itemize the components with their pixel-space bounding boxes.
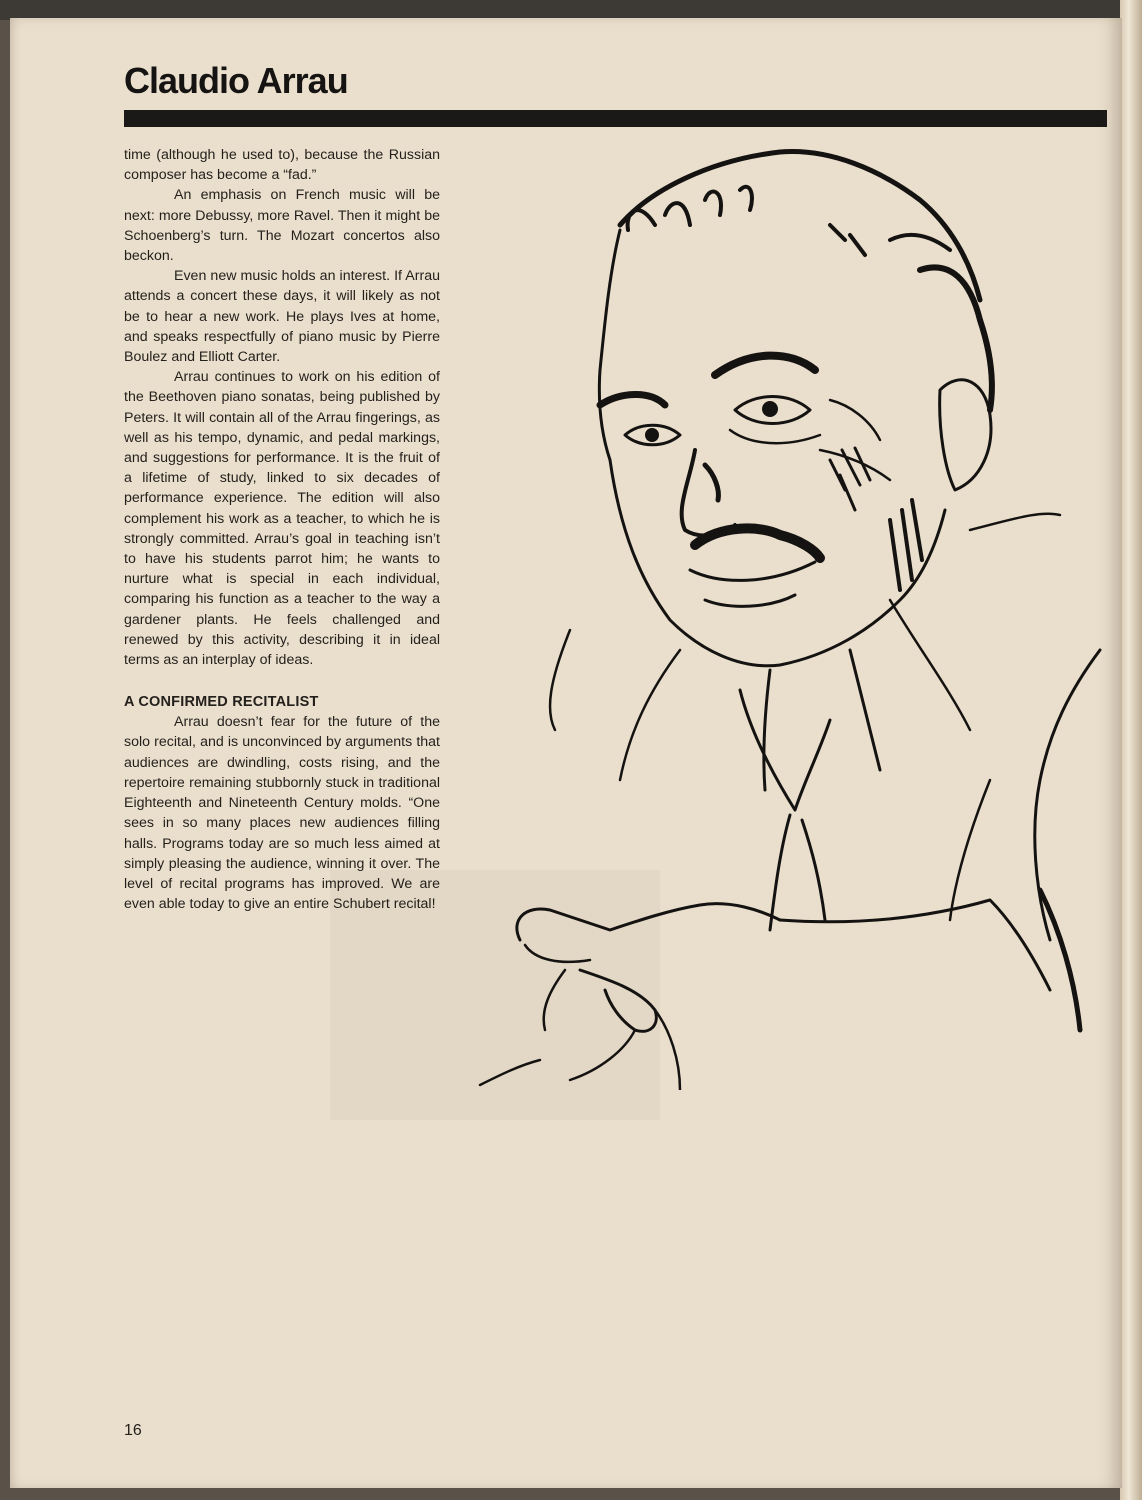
section-subheading: A CONFIRMED RECITALIST [124, 694, 319, 711]
nostril [705, 465, 718, 500]
article-paragraph: An emphasis on French music will be next: more Debussy, more Ravel. Then it might be Schoenberg’s turn. The Mozart concertos also beckon. [124, 187, 440, 265]
title-rule [124, 110, 1107, 127]
mustache [695, 528, 820, 558]
neck-outline [764, 650, 880, 790]
eyebrow-stroke [715, 356, 815, 375]
page-gutter-edge [1120, 0, 1142, 1500]
scan-top-edge [0, 0, 1142, 20]
sleeve-outline [655, 1010, 680, 1090]
mouth [690, 562, 815, 606]
portrait-illustration [450, 130, 1120, 1090]
jacket-lapel [550, 630, 680, 780]
jacket-outline [950, 780, 990, 920]
collar [740, 690, 830, 810]
eye-pupil [645, 428, 659, 442]
page-number: 16 [124, 1422, 142, 1439]
hair-stroke [830, 225, 950, 255]
article-paragraph: Arrau continues to work on his edition of the Beethoven piano sonatas, being published by Peters. It will contain all of the Arrau fingerings, as well as his tempo, dynamic, and pedal markings, and suggestions for performance. It is the fruit of a lifetime of study, linked to six decades of performance experience. The edition will also complement his work as a teacher, to which he is strongly committed. Arrau’s goal in teaching isn’t to have his students parrot him; he wants to nurture what is special in each individual, comparing his function as a teacher to the way a gardener plants. He feels challenged and renewed by this activity, describing it in ideal terms as an interplay of ideas. [124, 369, 440, 669]
tie [770, 815, 825, 930]
eye-pupil [762, 401, 778, 417]
article-column [124, 145, 440, 914]
page-title: Claudio Arrau [124, 60, 348, 101]
hair-stroke [620, 152, 980, 300]
hand-outline [517, 904, 780, 940]
eyebrow-stroke [600, 394, 665, 405]
nose-outline [682, 450, 735, 535]
finger-outline [580, 970, 656, 1031]
article-paragraph: Even new music holds an interest. If Arrau attends a concert these days, it will likely as not be to hear a new work. He plays Ives at home, and speaks respectfully of piano music by Pierre Boulez and Elliott Carter. [124, 268, 440, 366]
hair-stroke [628, 187, 752, 230]
article-paragraph: Arrau doesn’t fear for the future of the solo recital, and is unconvinced by arguments that audiences are dwindling, costs rising, and the repertoire remaining stubbornly stuck in traditional Eighteenth and Nineteenth Century molds. “One sees in so many places new audiences filling halls. Programs today are so much less aimed at simply pleasing the audience, winning it over. The level of recital programs has improved. We are even able today to give an entire Schubert recital! [124, 714, 440, 913]
face-outline [599, 230, 620, 460]
thumb-outline [525, 945, 590, 1030]
sleeve-cuff [1040, 890, 1080, 1030]
jacket-lapel [890, 514, 1060, 730]
ear-outline [940, 380, 991, 490]
finger-outline [480, 1030, 635, 1085]
sleeve-outline [780, 900, 1050, 990]
article-paragraph: time (although he used to), because the Russian composer has become a “fad.” [124, 147, 440, 184]
